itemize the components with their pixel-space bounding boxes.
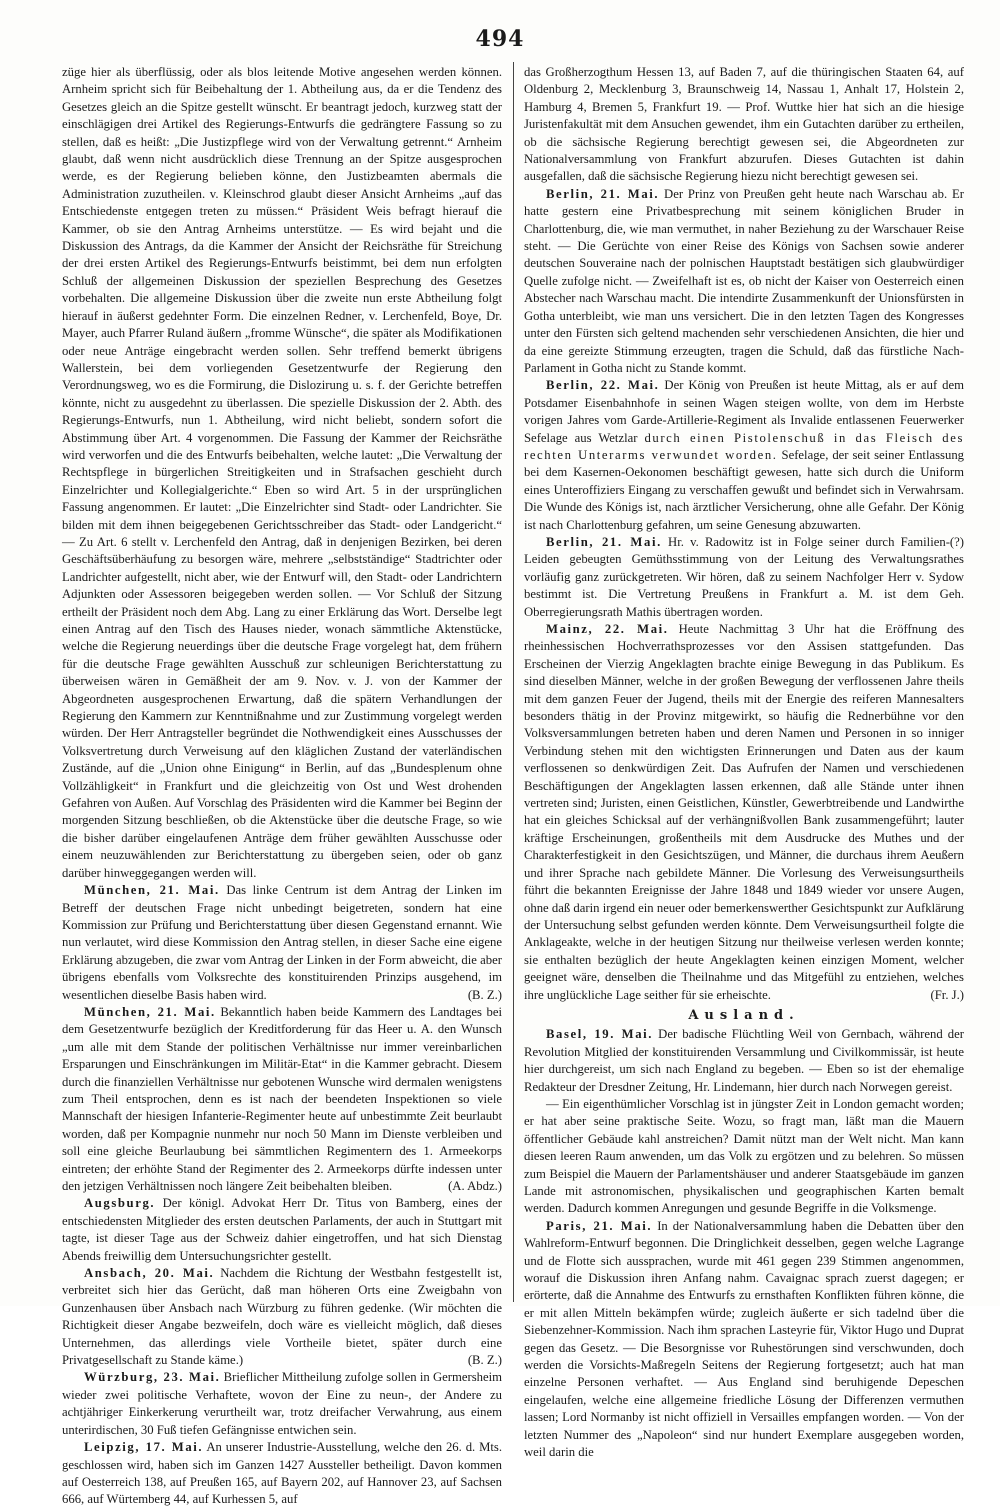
dateline: München, 21. Mai. bbox=[84, 883, 220, 898]
article-paragraph bbox=[524, 186, 964, 377]
article-paragraph bbox=[524, 1096, 964, 1218]
dateline: Mainz, 22. Mai. bbox=[546, 622, 669, 636]
article-paragraph bbox=[62, 1439, 502, 1509]
dateline: Paris, 21. Mai. bbox=[546, 1218, 653, 1233]
paragraph-text: — Ein eigenthümlicher Vorschlag ist in jüngster Zeit in London gemacht worden; er hat aber seine praktische Seite. Wozu, so fragt man, läßt man die Mauern öffentlicher Gebäude kahl anstreichen? Damit nützt man der Welt nicht. Man kann diesen leeren Raum anwenden, um das Volk zu ergötzen und zu belehren. So müssen zum Beispiel die Mauern der Parlamentshäuser und anderer Staatsgebäude im ganzen Lande mit astronomischen, physikalischen und geographischen Karten bemalt werden. Dadurch kommen Anregungen und gesunde Begriffe in die Volksmenge. bbox=[524, 1096, 964, 1216]
article-paragraph bbox=[524, 377, 964, 534]
dateline: Basel, 19. Mai. bbox=[546, 1027, 654, 1042]
dateline: Berlin, 21. Mai. bbox=[546, 534, 662, 549]
page-number: 494 bbox=[475, 26, 525, 52]
section-heading: Ausland. bbox=[688, 1007, 800, 1023]
dateline: München, 21. Mai. bbox=[84, 1004, 216, 1019]
source-signature: (Fr. J.) bbox=[930, 987, 964, 1002]
dateline: Würzburg, 23. Mai. bbox=[84, 1370, 221, 1385]
paragraph-text: In der Nationalversammlung haben die Debatten über den Wahlreform-Entwurf begonnen. Die Dringlichkeit desselben, gegen welche Lagrange und de Flotte sich aussprachen, wurde mit 461 gegen 239 Stimmen angenommen, worauf die Diskussion ihren Anfang nahm. Cavaignac sprach zuerst dagegen; er erörterte, daß die Annahme des Entwurfs zu ernsthaften Konflikten führen könne, die er mit allen Mitteln bekämpfen würde; zugleich äußerte er sich tadelnd über die Siebenzehner-Kommission. Nach ihm sprachen Lasteyrie für, Viktor Hugo und Duprat gegen das Gesetz. — Die Besorgnisse vor Ruhestörungen sind verschwunden, doch werden die Vorsichts-Maßregeln Seitens der Regierung fortgesetzt; auch hat man einzelne Personen verhaftet. — Aus England sind beruhigende Depeschen eingelaufen, welche eine allgemeine friedliche Lösung der Differenzen vermuthen lassen; Lord Normanby ist nicht offiziell in Versailles empfangen worden. — Von der letzten Nummer des „Napoleon“ sind nur hundert Exemplare ausgegeben worden, weil darin die bbox=[524, 1218, 965, 1460]
source-signature: (B. Z.) bbox=[467, 987, 502, 1002]
paragraph-text: Brieflicher Mittheilung zufolge sollen in Germersheim wieder zwei politische Verhaftete, wovon der Eine zu neun-, der Andere zu achtjähriger Einkerkerung verurtheilt war, trotz dreifacher Verwahrung, aus einem unterirdischen, 30 Fuß tiefen Gefängnisse entwichen sein. bbox=[62, 1370, 502, 1437]
article-paragraph bbox=[62, 1265, 502, 1369]
dateline: Augsburg. bbox=[84, 1196, 156, 1211]
paragraph-text: Der königl. Advokat Herr Dr. Titus von Bamberg, eines der entschiedensten Mitglieder des ersten deutschen Parlaments, der auch in Stuttgart mit tagte, ist dieser Tage aus der Schweiz dahier eingetroffen, und hat sich Dienstag Abends freiwillig dem Untersuchungsrichter gestellt. bbox=[62, 1196, 503, 1263]
paragraph-text: Hr. v. Radowitz ist in Folge seiner durch Familien-(?) Leiden gebeugten Gemüthsstimmung von der Leitung des Verwaltungsrathes vorläufig ganz zurückgetreten. Wir hören, daß zu seinem Nachfolger Herr v. Sydow bestimmt ist. Die Vertretung Preußens in Frankfurt a. M. ist dem Geh. Oberregierungsrath Mathis übertragen worden. bbox=[524, 534, 964, 619]
article-paragraph bbox=[62, 882, 502, 1004]
article-paragraph bbox=[524, 64, 964, 186]
source-signature: (B. Z.) bbox=[467, 1353, 502, 1368]
paragraph-text: Bekanntlich haben beide Kammern des Landtages bei dem Gesetzentwurfe bezüglich der Kreditforderung für das Heer u. A. den Wunsch „um alle mit dem Stande der politischen Verhältnisse nur immer vereinbarlichen Ersparungen und Einschränkungen im Militär-Etat“ in die Kammer gebracht. Diesem durch die finanziellen Verhältnisse nur gebotenen Wunsche wird dermalen wenigstens zum Theil entsprochen, denn es ist nach der beendeten Inspektionen so viele Mannschaft der hiesigen Infanterie-Regimenter heute auf unbestimmte Zeit beurlaubt worden, daß per Kompagnie nunmehr nur noch 50 Mann im Dienste verbleiben und soll eine gleiche Beurlaubung bei sämmtlichen Regimentern des 1. Armeekorps eintreten; der erhöhte Stand der Regimenter des 2. Armeekorps dürfte indessen unter den jetzigen Verhältnissen noch längere Zeit beibehalten bleiben. bbox=[62, 1004, 502, 1193]
article-paragraph bbox=[62, 1369, 502, 1439]
paragraph-text: Sefelage, der seit seiner Entlassung bei dem Kasernen-Oekonomen beschäftigt gewesen, hatte sich durch die Uniform eines Unteroffiziers Eingang zu verschaffen gewußt und befindet sich in Verwahrsam. Die Wunde des Königs ist, nach ärztlicher Versicherung, ohne alle Gefahr. Der König ist nach Charlottenburg gefahren, um seine Genesung abzuwarten. bbox=[524, 447, 965, 532]
column-divider bbox=[513, 62, 514, 1302]
dateline: Leipzig, 17. Mai. bbox=[84, 1440, 204, 1455]
paragraph-text: Der Prinz von Preußen geht heute nach Warschau ab. Er hatte gestern eine Privatbesprechung mit seinem königlichen Bruder in Charlottenburg, die, wie man vermuthet, in naher Beziehung zu der Warschauer Reise steht. — Die Gerüchte von einer Reise des Königs von Sachsen sowie anderer deutschen Souveraine nach der polnischen Hauptstadt bestätigen sich glaubwürdiger Quelle zufolge nicht. — Zweifelhaft ist es, ob nicht der Kaiser von Oesterreich einen Abstecher nach Warschau macht. Die intendirte Zusammenkunft der Unionsfürsten in Gotha unterbleibt, wie man uns versichert. Die in den letzten Tagen des Kongresses unter den Fürsten sich geltend machenden sehr verschiedenen Ansichten, die hier und da eine gereizte Stimmung erzeugten, tragen die Schuld, daß das fürstliche Nach-Parlament in Gotha nicht zu Stande kommt. bbox=[524, 186, 964, 375]
paragraph-text: das Großherzogthum Hessen 13, auf Baden 7, auf die thüringischen Staaten 64, auf Oldenburg 2, Mecklenburg 3, Braunschweig 14, Nassau 1, Anhalt 17, Holstein 2, Hamburg 4, Bremen 5, Frankfurt 19. — Prof. Wuttke hier hat sich an die hiesige Juristenfakultät mit dem Ansuchen gewendet, ihm ein Gutachten darüber zu ertheilen, ob die sächsische Regierung berechtigt gewesen sei, die Abgeordneten zur Nationalversammlung von Frankfurt abzurufen. Dieses Gutachten ist dahin ausgefallen, daß die sächsische Regierung hiezu nicht berechtigt gewesen sei. bbox=[524, 65, 964, 184]
paragraph-text: Das linke Centrum ist dem Antrag der Linken im Betreff der deutschen Frage nicht unbedingt beigetreten, sondern hat eine Kommission zur Prüfung und Berichterstattung über diesen Gegenstand ernannt. Wie nun verlautet, wird diese Kommission den Antrag stellen, in dieser Sache eine eigene Erklärung abzugeben, die zwar vom Antrag der Linken in der Form abweicht, die aber übrigens ebenfalls vom Volksrechte des konstituirenden Prinzips ausgehend, im wesentlichen dieselbe Basis haben wird. bbox=[62, 883, 502, 1002]
emphasized-text: durch einen Pistolenschuß in das Fleisch des rechten Unterarms verwundet worden. bbox=[524, 430, 964, 462]
article-paragraph bbox=[524, 1026, 964, 1096]
paragraph-text: Der König von Preußen ist heute Mittag, als er auf dem Potsdamer Eisenbahnhofe in seinen Wagen steigen wollte, von dem im Herbste vorigen Jahres vom Garde-Artillerie-Regiment als Invalide entlassenen Feuerwerker Sefelage aus Wetzlar bbox=[524, 378, 964, 445]
article-paragraph bbox=[62, 1004, 502, 1195]
article-paragraph bbox=[62, 1195, 502, 1265]
dateline: Ansbach, 20. Mai. bbox=[84, 1266, 215, 1281]
right-column bbox=[524, 64, 965, 1460]
left-column bbox=[62, 64, 503, 1507]
paragraph-text: Heute Nachmittag 3 Uhr hat die Eröffnung des rheinhessischen Hochverrathsprozesses vor den Assisen stattgefunden. Das Erscheinen der Vierzig Angeklagten brachte einige Bewegung in das Publikum. Es sind dieselben Männer, welche in der großen Bewegung der verflossenen Jahre theils mit dem ganzen Feuer der Jugend, theils mit der Energie des reiferen Mannesalters besonders thätig in der Provinz mitgewirkt, so häufig die Rednerbühne vor den Volksversammlungen betreten haben und deren Namen und Personen in so inniger Verbindung stehen mit den wichtigsten Erinnerungen und Daten aus der kaum verflossenen so denkwürdigen Zeit. Das Aufrufen der Namen und verschiedenen Beschäftigungen der Angeklagten lassen erkennen, daß alle Stände unter ihnen vertreten sind; Juristen, einen Geistlichen, Künstler, Gewerbtreibende und Landwirthe hat ein gleiches Schicksal auf der verhängnißvollen Bank zusammengeführt; lauter kräftige Erscheinungen, großentheils mit dem Ausdrucke des Muthes und der Charakterfestigkeit in den Gesichtszügen, und Männer, die durchaus ihrem Aeußern und ihrer Sprache nach gebildete Männer. Die Vorlesung des Verweisungsurtheils führt die bekannten Ereignisse der Jahre 1848 und 1849 wieder vor unsere Augen, ohne daß darin irgend ein neuer oder bemerkenswerther Gesichtspunkt zur Aufklärung der Untersuchung selbst gefunden werden könnte. Dem Verweisungsurtheil folgte die Anklageakte, welche in der heutigen Sitzung nur theilweise verlesen werden konnte; sie enthalten bezüglich der heute Angeklagten keinen einzigen Moment, welcher geeignet wäre, denselben die Theilnahme und das Mitgefühl zu entziehen, welches ihre unglückliche Lage seither für sie erheischte. bbox=[524, 622, 965, 1002]
dateline: Berlin, 22. Mai. bbox=[546, 378, 660, 393]
article-paragraph bbox=[524, 621, 964, 1004]
article-paragraph bbox=[524, 1218, 964, 1462]
article-paragraph bbox=[524, 534, 964, 621]
dateline: Berlin, 21. Mai. bbox=[546, 186, 660, 201]
source-signature: (A. Abdz.) bbox=[448, 1179, 502, 1193]
paragraph-text: Der badische Flüchtling Weil von Gernbach, während der Revolution Mitglied der konstituirenden Versammlung und Civilkommissär, ist heute hier durchgereist, um sich nach England zu begeben. — Eben so ist der ehemalige Redakteur der Dresdner Zeitung, Hr. Lindemann, hier durch nach Norwegen gereist. bbox=[524, 1027, 964, 1094]
paragraph-text: Nachdem die Richtung der Westbahn festgestellt ist, verbreitet sich hier das Gerücht, daß man höheren Orts eine Zweigbahn von Gunzenhausen über Ansbach nach Würzburg zu führen gedenke. (Wir möchten die Richtigkeit dieser Angabe bezweifeln, doch wäre es vielleicht möglich, daß dieses Unternehmen, das allerdings viele Vortheile bietet, später durch eine Privatgesellschaft zu Stande käme.) bbox=[62, 1266, 502, 1368]
paragraph-text: züge hier als überflüssig, oder als blos leitende Motive angesehen werden können. Arnheim spricht sich für Beibehaltung der 1. Abtheilung aus, da er die Tendenz des Gesetzes gleich an die Spitze gestellt wünscht. Er beantragt jedoch, kurzweg statt der einschlägigen drei Artikel des Regierungs-Entwurfs die gedrängtere Fassung so zu stellen, daß es heißt: „Die Justizpflege wird von der Verwaltung getrennt.“ Arnheim glaubt, daß wenn nicht ausdrücklich diese Trennung an der Spitze ausgesprochen werde, es der Regierung belieben könne, den Justizbeamten abermals die Administration zuzutheilen. v. Kleinschrod glaubt dieser Ansicht Arnheims „auf das Entschiedenste entgegen treten zu müssen.“ Präsident Weis befragt hierauf die Kammer, ob sie den Antrag Arnheims unterstütze. — Es wird bejaht und die Diskussion des Antrags, da die Kammer der Ansicht der Reichsräthe für Streichung der drei ersten Artikel des Regierungs-Entwurfs beistimmt, bei dem nun erfolgten Schluß der allgemeinen Diskussion der speziellen Besprechung des Gesetzes vorbehalten. Die allgemeine Diskussion über die zweite nun erste Abtheilung folgt hierauf in äußerst gedehnter Form. Die einzelnen Redner, v. Lerchenfeld, Boye, Dr. Mayer, auch Pfarrer Ruland äußern „fromme Wünsche“, die später als Modifikationen oder neue Anträge eingebracht werden sollen. Sehr treffend bemerkt übrigens Wallerstein, bei dem vorliegenden Gesetzentwurfe der Regierung den Verordnungsweg, wo es die Formirung, die Dislozirung u. s. f. der Gerichte betreffen könnte, nicht zu ausgedehnt zu überlassen. Die spezielle Diskussion der 2. Abth. des Regierungs-Entwurfs, nun 1. Abtheilung, wird nicht beliebt, sondern sofort die Abstimmung über Art. 4 vorgenommen. Die Fassung der Kammer der Reichsräthe wird verworfen und die des Entwurfs beibehalten, welche lautet: „Die Verwaltung der Rechtspflege in bürgerlichen Streitigkeiten und in Strafsachen geschieht durch Einzelrichter und Kollegialgerichte.“ Eben so wird Art. 5 in der ursprünglichen Fassung angenommen. Er lautet: „Die Einzelrichter sind Stadt- oder Landrichter. Sie bilden mit dem ihnen beigegebenen Gerichtsschreiber das Stadt- oder Landgericht.“ — Zu Art. 6 stellt v. Lerchenfeld den Antrag, daß in denjenigen Bezirken, bei deren Geschäftsüberhäufung zu besorgen wäre, mehrere „selbstständige“ Stadtrichter oder Landrichter aufgestellt, nicht aber, wie der Entwurf will, den Stadt- oder Landrichtern Adjunkten oder Assessoren beigegeben werden sollen. — Vor Schluß der Sitzung ertheilt der Präsident noch dem Abg. Lang zu einer Erklärung das Wort. Derselbe legt einen Antrag auf den Tisch des Hauses nieder, wonach sämmtliche Aktenstücke, welche die Regierung neuerdings über die deutsche Frage vorgelegt hat, dem frühern für die deutsche Frage gewählten Ausschuß zur schleunigen Berichterstattung zu überweisen wären in Gemäßheit der am 9. Nov. v. J. von der Kammer der Abgeordneten ausgesprochenen Erwartung, daß die spätern Verhandlungen der Regierung den Kammern zur Kenntnißnahme und zur Zustimmung vorgelegt werden würden. Der Herr Antragsteller begründet die Nothwendigkeit eines Ausschusses der Volksvertretung durch Verweisung auf den kläglichen Zustand der vaterländischen Zustände, auf die „Union ohne Einigung“ in Berlin, auf das „Bundesplenum ohne Vollzähligkeit“ in Frankfurt und die gleichzeitig von Ost und West drohenden Gefahren von Außen. Auf Vorschlag des Präsidenten wird die Kammer bei Beginn der morgenden Sitzung beschließen, ob die Aktenstücke über die deutsche Frage, so wie die bisher darüber eingelaufenen Anträge dem früher gewählten Ausschusse oder einem neuzuwählenden zur Berichterstattung zu übergeben seien, oder ob ganz darüber hinweggegangen werden will. bbox=[62, 65, 502, 880]
article-paragraph bbox=[62, 64, 502, 882]
paragraph-text: An unserer Industrie-Ausstellung, welche den 26. d. Mts. geschlossen wird, haben sich im Ganzen 1427 Aussteller betheiligt. Davon kommen auf Oesterreich 138, auf Preußen 165, auf Bayern 202, auf Hannover 23, auf Sachsen 666, auf Würtemberg 44, auf Kurhessen 5, auf bbox=[62, 1440, 503, 1507]
